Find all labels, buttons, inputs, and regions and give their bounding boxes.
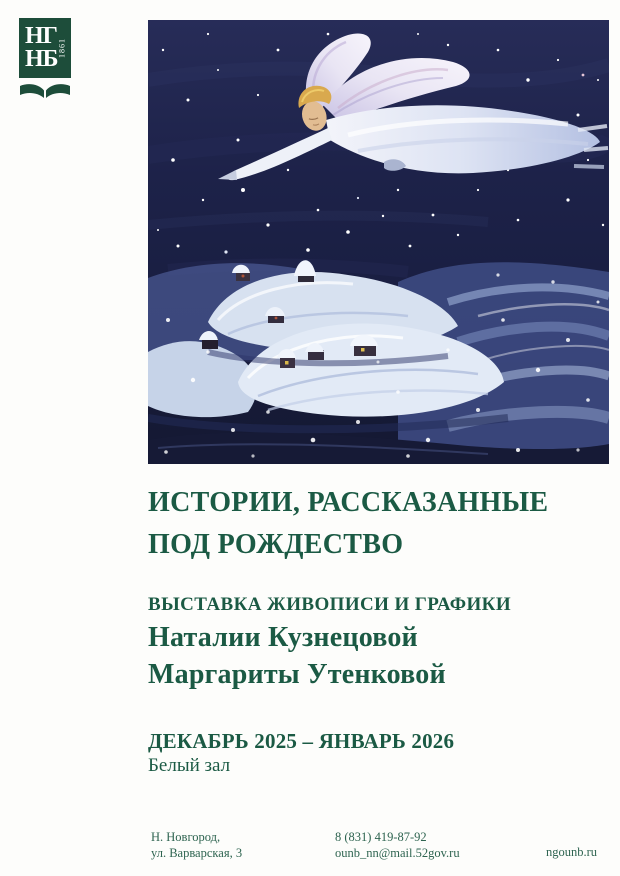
logo-founding-year: 1861 (57, 38, 67, 58)
footer-phone: 8 (831) 419-87-92 (335, 830, 427, 844)
address-city: Н. Новгород, (151, 830, 221, 844)
exhibition-dates: ДЕКАБРЬ 2025 – ЯНВАРЬ 2026 (148, 729, 455, 753)
exhibition-painting (148, 20, 609, 464)
artist-name-2: Маргариты Утенковой (148, 659, 446, 690)
footer-email: ounb_nn@mail.52gov.ru (335, 845, 460, 860)
exhibition-title (148, 482, 588, 566)
open-book-icon (19, 82, 71, 100)
title-line-1: ИСТОРИИ, РАССКАЗАННЫЕ (148, 487, 549, 518)
exhibition-venue: Белый зал (148, 755, 231, 776)
logo-letters-top: НГ (25, 23, 57, 49)
library-logo (19, 18, 71, 100)
artist-names (148, 619, 588, 693)
footer-contact (335, 830, 460, 861)
title-line-2: ПОД РОЖДЕСТВО (148, 529, 404, 560)
logo-letters-bottom: НБ (25, 46, 58, 72)
footer-address (151, 830, 242, 861)
address-street: ул. Варварская, 3 (151, 845, 243, 860)
library-logo-box (19, 18, 71, 78)
artist-name-1: Наталии Кузнецовой (148, 622, 418, 653)
exhibition-subtitle: ВЫСТАВКА ЖИВОПИСИ И ГРАФИКИ (148, 594, 512, 615)
footer-website: ngounb.ru (545, 845, 597, 859)
